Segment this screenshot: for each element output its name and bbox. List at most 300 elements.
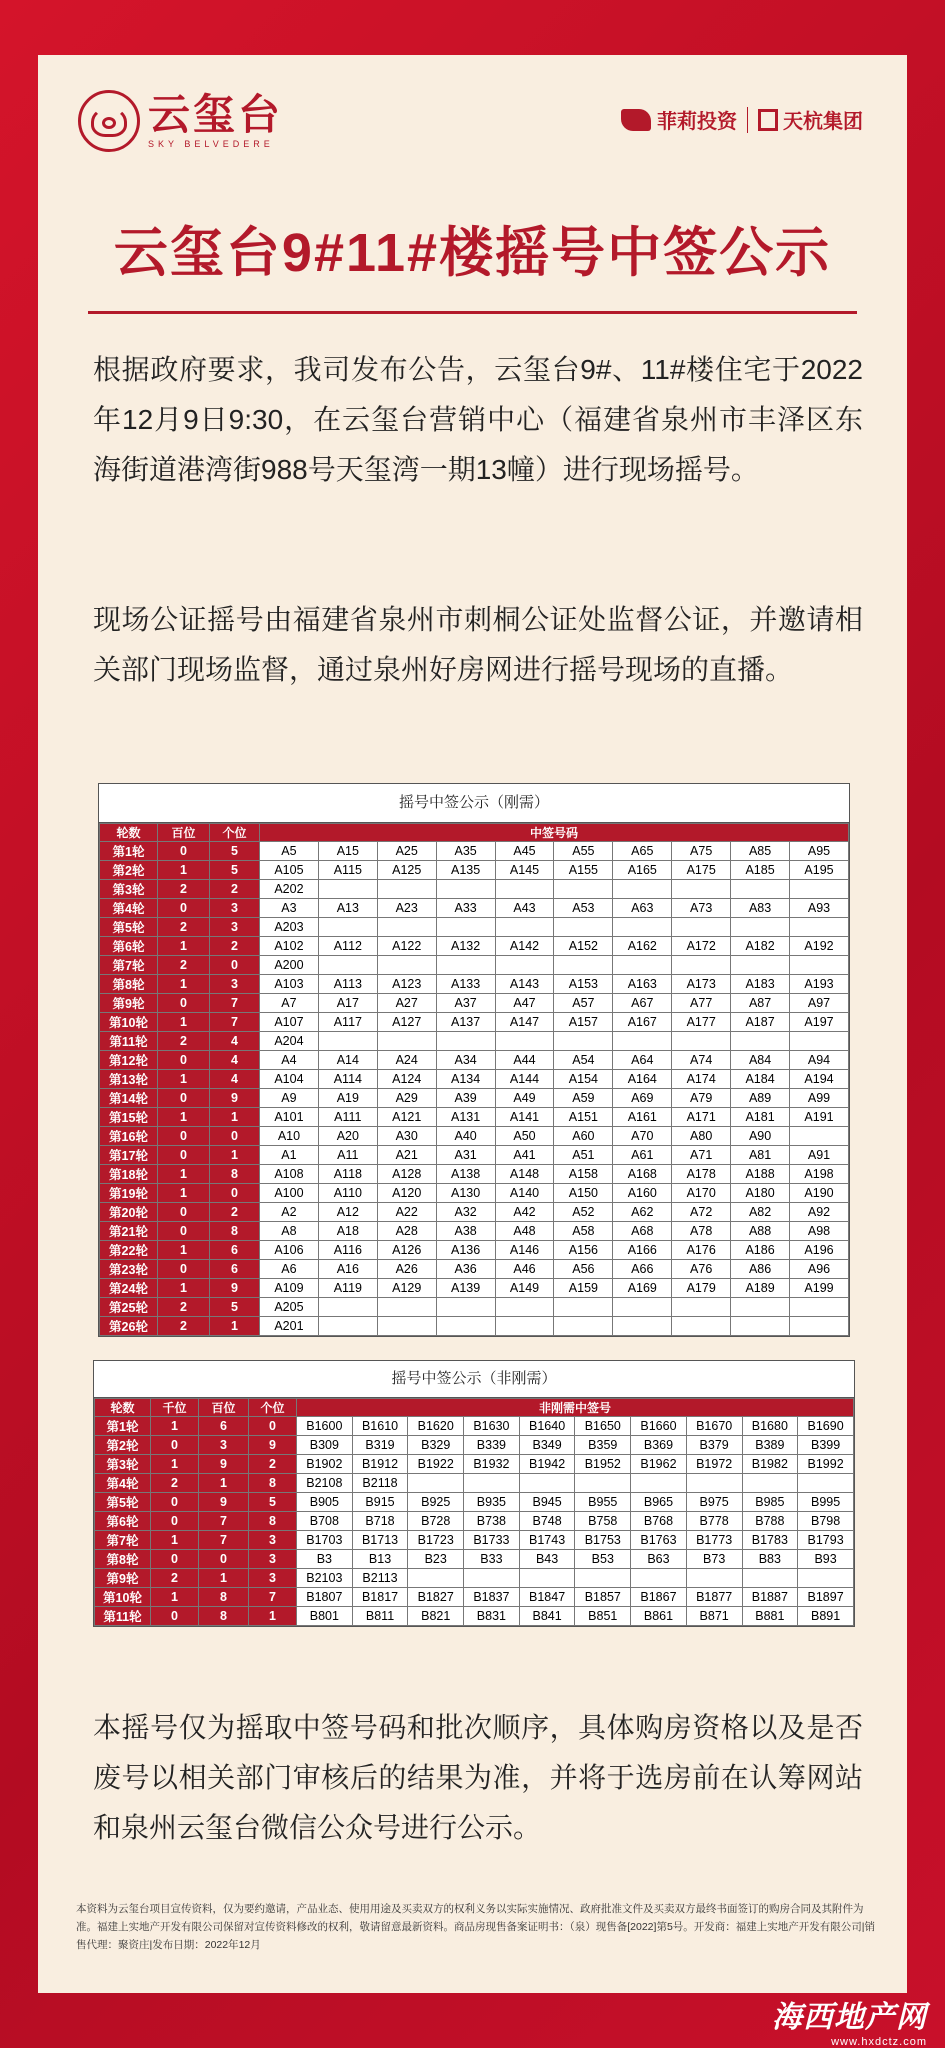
digit-cell: 0 bbox=[158, 1089, 210, 1108]
number-cell: B975 bbox=[686, 1493, 742, 1512]
number-cell: A62 bbox=[613, 1203, 672, 1222]
number-cell: A179 bbox=[672, 1279, 731, 1298]
digit-cell: 3 bbox=[210, 899, 260, 918]
number-cell: B1837 bbox=[464, 1588, 520, 1607]
number-cell: A81 bbox=[731, 1146, 790, 1165]
number-cell: A140 bbox=[495, 1184, 554, 1203]
number-cell bbox=[554, 880, 613, 899]
number-cell: A2 bbox=[260, 1203, 319, 1222]
number-cell: A133 bbox=[436, 975, 495, 994]
number-cell: A46 bbox=[495, 1260, 554, 1279]
number-cell bbox=[554, 918, 613, 937]
number-cell: A110 bbox=[318, 1184, 377, 1203]
number-cell: A78 bbox=[672, 1222, 731, 1241]
digit-cell: 8 bbox=[249, 1474, 297, 1493]
number-cell: B801 bbox=[297, 1607, 353, 1626]
number-cell: A70 bbox=[613, 1127, 672, 1146]
digit-cell: 1 bbox=[158, 1108, 210, 1127]
number-cell: B881 bbox=[742, 1607, 798, 1626]
number-cell bbox=[377, 880, 436, 899]
number-cell: A73 bbox=[672, 899, 731, 918]
round-cell: 第7轮 bbox=[100, 956, 158, 975]
number-cell bbox=[613, 1032, 672, 1051]
number-cell: A103 bbox=[260, 975, 319, 994]
number-cell: A195 bbox=[790, 861, 849, 880]
digit-cell: 5 bbox=[210, 1298, 260, 1317]
number-cell: B23 bbox=[408, 1550, 464, 1569]
digit-cell: 3 bbox=[210, 975, 260, 994]
digit-cell: 1 bbox=[210, 1317, 260, 1336]
digit-cell: 0 bbox=[151, 1512, 199, 1531]
number-cell: A191 bbox=[790, 1108, 849, 1127]
number-cell: B1962 bbox=[631, 1455, 687, 1474]
number-cell: A85 bbox=[731, 842, 790, 861]
round-cell: 第21轮 bbox=[100, 1222, 158, 1241]
number-cell: B1763 bbox=[631, 1531, 687, 1550]
number-cell: B339 bbox=[464, 1436, 520, 1455]
number-cell: A79 bbox=[672, 1089, 731, 1108]
number-cell: A182 bbox=[731, 937, 790, 956]
number-cell: A180 bbox=[731, 1184, 790, 1203]
table-caption: 摇号中签公示（非刚需） bbox=[94, 1361, 854, 1398]
table-row bbox=[100, 937, 849, 956]
number-cell bbox=[318, 1032, 377, 1051]
number-cell: B955 bbox=[575, 1493, 631, 1512]
number-cell: B708 bbox=[297, 1512, 353, 1531]
table-row bbox=[100, 1222, 849, 1241]
number-cell: A66 bbox=[613, 1260, 672, 1279]
number-cell bbox=[495, 880, 554, 899]
number-cell: A155 bbox=[554, 861, 613, 880]
number-cell: A131 bbox=[436, 1108, 495, 1127]
number-cell: A47 bbox=[495, 994, 554, 1013]
digit-cell: 2 bbox=[158, 880, 210, 899]
number-cell: A5 bbox=[260, 842, 319, 861]
number-cell: B1807 bbox=[297, 1588, 353, 1607]
number-cell: A59 bbox=[554, 1089, 613, 1108]
digit-cell: 9 bbox=[199, 1493, 249, 1512]
number-cell: A166 bbox=[613, 1241, 672, 1260]
number-cell: A63 bbox=[613, 899, 672, 918]
number-cell: B1680 bbox=[742, 1417, 798, 1436]
number-cell: A64 bbox=[613, 1051, 672, 1070]
number-cell: A167 bbox=[613, 1013, 672, 1032]
number-cell: A99 bbox=[790, 1089, 849, 1108]
number-cell: A196 bbox=[790, 1241, 849, 1260]
number-cell: A18 bbox=[318, 1222, 377, 1241]
digit-cell: 9 bbox=[249, 1436, 297, 1455]
number-cell bbox=[790, 956, 849, 975]
number-cell: A139 bbox=[436, 1279, 495, 1298]
number-cell: A174 bbox=[672, 1070, 731, 1089]
number-cell: A71 bbox=[672, 1146, 731, 1165]
digit-cell: 5 bbox=[210, 842, 260, 861]
number-cell bbox=[554, 1032, 613, 1051]
partner2-logo-icon bbox=[758, 109, 778, 131]
digit-cell: 0 bbox=[158, 1051, 210, 1070]
number-cell: A34 bbox=[436, 1051, 495, 1070]
number-cell: A68 bbox=[613, 1222, 672, 1241]
number-cell bbox=[631, 1569, 687, 1588]
col-header-winning-numbers: 中签号码 bbox=[260, 824, 849, 842]
number-cell: A187 bbox=[731, 1013, 790, 1032]
number-cell: B349 bbox=[519, 1436, 575, 1455]
table-row bbox=[95, 1588, 854, 1607]
number-cell: A58 bbox=[554, 1222, 613, 1241]
digit-cell: 1 bbox=[158, 1241, 210, 1260]
number-cell bbox=[672, 880, 731, 899]
number-cell: B33 bbox=[464, 1550, 520, 1569]
number-cell bbox=[672, 1032, 731, 1051]
number-cell: B1723 bbox=[408, 1531, 464, 1550]
number-cell: A39 bbox=[436, 1089, 495, 1108]
number-cell: B1743 bbox=[519, 1531, 575, 1550]
number-cell bbox=[408, 1569, 464, 1588]
number-cell: B13 bbox=[352, 1550, 408, 1569]
number-cell: B1897 bbox=[798, 1588, 854, 1607]
number-cell: A104 bbox=[260, 1070, 319, 1089]
number-cell: A124 bbox=[377, 1070, 436, 1089]
table-caption: 摇号中签公示（刚需） bbox=[99, 784, 849, 823]
digit-cell: 5 bbox=[210, 861, 260, 880]
digit-cell: 0 bbox=[210, 1184, 260, 1203]
number-cell: A1 bbox=[260, 1146, 319, 1165]
number-cell: B2118 bbox=[352, 1474, 408, 1493]
number-cell: A8 bbox=[260, 1222, 319, 1241]
digit-cell: 0 bbox=[158, 842, 210, 861]
round-cell: 第6轮 bbox=[100, 937, 158, 956]
digit-cell: 0 bbox=[210, 956, 260, 975]
number-cell: A200 bbox=[260, 956, 319, 975]
digit-cell: 1 bbox=[158, 1279, 210, 1298]
number-cell: A202 bbox=[260, 880, 319, 899]
digit-cell: 1 bbox=[158, 975, 210, 994]
number-cell: A189 bbox=[731, 1279, 790, 1298]
number-cell bbox=[554, 1298, 613, 1317]
number-cell: A26 bbox=[377, 1260, 436, 1279]
number-cell bbox=[408, 1474, 464, 1493]
round-cell: 第8轮 bbox=[95, 1550, 151, 1569]
number-cell: A168 bbox=[613, 1165, 672, 1184]
number-cell bbox=[318, 1298, 377, 1317]
digit-cell: 2 bbox=[158, 1317, 210, 1336]
number-cell: A114 bbox=[318, 1070, 377, 1089]
number-cell: A143 bbox=[495, 975, 554, 994]
table-row bbox=[100, 899, 849, 918]
table-row bbox=[100, 842, 849, 861]
watermark-url: www.hxdctz.com bbox=[831, 2036, 927, 2048]
number-cell: A116 bbox=[318, 1241, 377, 1260]
number-cell bbox=[377, 1317, 436, 1336]
number-cell: A36 bbox=[436, 1260, 495, 1279]
number-cell bbox=[798, 1474, 854, 1493]
digit-cell: 0 bbox=[158, 1146, 210, 1165]
number-cell: A107 bbox=[260, 1013, 319, 1032]
number-cell: B1992 bbox=[798, 1455, 854, 1474]
number-cell: B945 bbox=[519, 1493, 575, 1512]
number-cell: A55 bbox=[554, 842, 613, 861]
digit-cell: 4 bbox=[210, 1032, 260, 1051]
number-cell: B399 bbox=[798, 1436, 854, 1455]
number-cell: A49 bbox=[495, 1089, 554, 1108]
round-cell: 第23轮 bbox=[100, 1260, 158, 1279]
number-cell bbox=[436, 956, 495, 975]
number-cell: A4 bbox=[260, 1051, 319, 1070]
number-cell: A87 bbox=[731, 994, 790, 1013]
number-cell: A9 bbox=[260, 1089, 319, 1108]
digit-cell: 2 bbox=[210, 937, 260, 956]
number-cell: B758 bbox=[575, 1512, 631, 1531]
number-cell: B738 bbox=[464, 1512, 520, 1531]
number-cell: A118 bbox=[318, 1165, 377, 1184]
partner1-name: 菲莉投资 bbox=[657, 111, 737, 133]
digit-cell: 1 bbox=[151, 1455, 199, 1474]
round-cell: 第14轮 bbox=[100, 1089, 158, 1108]
number-cell: A20 bbox=[318, 1127, 377, 1146]
number-cell: B1877 bbox=[686, 1588, 742, 1607]
table-row bbox=[95, 1531, 854, 1550]
number-cell: A158 bbox=[554, 1165, 613, 1184]
digit-cell: 2 bbox=[158, 1298, 210, 1317]
number-cell: B821 bbox=[408, 1607, 464, 1626]
number-cell: A190 bbox=[790, 1184, 849, 1203]
col-header-hundreds: 百位 bbox=[158, 824, 210, 842]
digit-cell: 1 bbox=[210, 1108, 260, 1127]
number-cell: A108 bbox=[260, 1165, 319, 1184]
round-cell: 第25轮 bbox=[100, 1298, 158, 1317]
number-cell: B1640 bbox=[519, 1417, 575, 1436]
number-cell: A135 bbox=[436, 861, 495, 880]
number-cell bbox=[554, 956, 613, 975]
number-cell: A192 bbox=[790, 937, 849, 956]
number-cell: A22 bbox=[377, 1203, 436, 1222]
number-cell: A3 bbox=[260, 899, 319, 918]
number-cell: B788 bbox=[742, 1512, 798, 1531]
number-cell: A96 bbox=[790, 1260, 849, 1279]
number-cell bbox=[790, 1298, 849, 1317]
table-row bbox=[100, 918, 849, 937]
number-cell: A106 bbox=[260, 1241, 319, 1260]
number-cell: A120 bbox=[377, 1184, 436, 1203]
number-cell: B1630 bbox=[464, 1417, 520, 1436]
table-row bbox=[100, 1108, 849, 1127]
round-cell: 第6轮 bbox=[95, 1512, 151, 1531]
number-cell: A205 bbox=[260, 1298, 319, 1317]
round-cell: 第3轮 bbox=[100, 880, 158, 899]
number-cell: A15 bbox=[318, 842, 377, 861]
number-cell: B319 bbox=[352, 1436, 408, 1455]
number-cell: A198 bbox=[790, 1165, 849, 1184]
number-cell: A130 bbox=[436, 1184, 495, 1203]
number-cell bbox=[613, 956, 672, 975]
number-cell: A56 bbox=[554, 1260, 613, 1279]
number-cell: A90 bbox=[731, 1127, 790, 1146]
round-cell: 第9轮 bbox=[100, 994, 158, 1013]
number-cell: A170 bbox=[672, 1184, 731, 1203]
number-cell bbox=[790, 880, 849, 899]
number-cell bbox=[790, 1032, 849, 1051]
number-cell: A72 bbox=[672, 1203, 731, 1222]
col-header-round: 轮数 bbox=[100, 824, 158, 842]
round-cell: 第15轮 bbox=[100, 1108, 158, 1127]
digit-cell: 7 bbox=[210, 1013, 260, 1032]
digit-cell: 0 bbox=[158, 1203, 210, 1222]
number-cell: B43 bbox=[519, 1550, 575, 1569]
number-cell: A173 bbox=[672, 975, 731, 994]
number-cell: B2113 bbox=[352, 1569, 408, 1588]
number-cell: B915 bbox=[352, 1493, 408, 1512]
disclaimer-paragraph: 本摇号仅为摇取中签号码和批次顺序，具体购房资格以及是否废号以相关部门审核后的结果为准，并将于选房前在认筹网站和泉州云玺台微信公众号进行公示。 bbox=[93, 1712, 863, 1843]
number-cell: B1773 bbox=[686, 1531, 742, 1550]
number-cell: B1610 bbox=[352, 1417, 408, 1436]
number-cell: A25 bbox=[377, 842, 436, 861]
number-cell: A97 bbox=[790, 994, 849, 1013]
digit-cell: 8 bbox=[210, 1222, 260, 1241]
number-cell bbox=[318, 880, 377, 899]
round-cell: 第9轮 bbox=[95, 1569, 151, 1588]
col-header-round: 轮数 bbox=[95, 1399, 151, 1417]
number-cell: B2103 bbox=[297, 1569, 353, 1588]
digit-cell: 1 bbox=[158, 861, 210, 880]
table-row bbox=[100, 1184, 849, 1203]
number-cell: A42 bbox=[495, 1203, 554, 1222]
number-cell bbox=[436, 1317, 495, 1336]
number-cell: A76 bbox=[672, 1260, 731, 1279]
number-cell: A194 bbox=[790, 1070, 849, 1089]
col-header-winning-numbers: 非刚需中签号 bbox=[297, 1399, 854, 1417]
number-cell: A128 bbox=[377, 1165, 436, 1184]
number-cell: B309 bbox=[297, 1436, 353, 1455]
digit-cell: 0 bbox=[158, 1260, 210, 1279]
announcement-paragraph: 根据政府要求，我司发布公告，云玺台9#、11#楼住宅于2022年12月9日9:30，在云玺台营销中心（福建省泉州市丰泽区东海街道港湾街988号天玺湾一期13幢）进行现场摇号。 bbox=[93, 354, 863, 485]
number-cell: A199 bbox=[790, 1279, 849, 1298]
number-cell: A122 bbox=[377, 937, 436, 956]
number-cell: A138 bbox=[436, 1165, 495, 1184]
digit-cell: 2 bbox=[158, 918, 210, 937]
number-cell: A111 bbox=[318, 1108, 377, 1127]
digit-cell: 0 bbox=[151, 1607, 199, 1626]
number-cell: A181 bbox=[731, 1108, 790, 1127]
number-cell: B1942 bbox=[519, 1455, 575, 1474]
number-cell: B1753 bbox=[575, 1531, 631, 1550]
number-cell: A101 bbox=[260, 1108, 319, 1127]
number-cell bbox=[686, 1569, 742, 1588]
table-row bbox=[100, 1279, 849, 1298]
round-cell: 第3轮 bbox=[95, 1455, 151, 1474]
lottery-table-nonrigid bbox=[93, 1360, 855, 1627]
number-cell: B1932 bbox=[464, 1455, 520, 1474]
digit-cell: 7 bbox=[210, 994, 260, 1013]
number-cell: A31 bbox=[436, 1146, 495, 1165]
number-cell bbox=[495, 1032, 554, 1051]
notice-card bbox=[38, 55, 907, 1993]
number-cell: A113 bbox=[318, 975, 377, 994]
number-cell bbox=[464, 1474, 520, 1493]
digit-cell: 1 bbox=[151, 1417, 199, 1436]
number-cell: A13 bbox=[318, 899, 377, 918]
number-cell: A144 bbox=[495, 1070, 554, 1089]
digit-cell: 0 bbox=[158, 1222, 210, 1241]
number-cell bbox=[464, 1569, 520, 1588]
round-cell: 第18轮 bbox=[100, 1165, 158, 1184]
digit-cell: 1 bbox=[249, 1607, 297, 1626]
number-cell bbox=[731, 1032, 790, 1051]
number-cell: B891 bbox=[798, 1607, 854, 1626]
digit-cell: 0 bbox=[210, 1127, 260, 1146]
number-cell: A125 bbox=[377, 861, 436, 880]
round-cell: 第1轮 bbox=[100, 842, 158, 861]
title-divider bbox=[88, 311, 857, 314]
number-cell bbox=[672, 1298, 731, 1317]
number-cell: A77 bbox=[672, 994, 731, 1013]
number-cell: B925 bbox=[408, 1493, 464, 1512]
number-cell: B811 bbox=[352, 1607, 408, 1626]
number-cell: B1912 bbox=[352, 1455, 408, 1474]
table-row bbox=[100, 1127, 849, 1146]
number-cell: B2108 bbox=[297, 1474, 353, 1493]
number-cell: A172 bbox=[672, 937, 731, 956]
table-row bbox=[100, 1203, 849, 1222]
round-cell: 第11轮 bbox=[100, 1032, 158, 1051]
digit-cell: 9 bbox=[210, 1279, 260, 1298]
number-cell: A126 bbox=[377, 1241, 436, 1260]
notary-paragraph: 现场公证摇号由福建省泉州市刺桐公证处监督公证，并邀请相关部门现场监督，通过泉州好房网进行摇号现场的直播。 bbox=[93, 604, 863, 685]
round-cell: 第5轮 bbox=[100, 918, 158, 937]
digit-cell: 0 bbox=[158, 1127, 210, 1146]
number-cell: B1690 bbox=[798, 1417, 854, 1436]
round-cell: 第5轮 bbox=[95, 1493, 151, 1512]
number-cell: B831 bbox=[464, 1607, 520, 1626]
number-cell: B871 bbox=[686, 1607, 742, 1626]
number-cell bbox=[790, 918, 849, 937]
number-cell bbox=[672, 956, 731, 975]
number-cell bbox=[495, 1317, 554, 1336]
number-cell bbox=[377, 1032, 436, 1051]
number-cell bbox=[731, 918, 790, 937]
number-cell: A136 bbox=[436, 1241, 495, 1260]
number-cell: B3 bbox=[297, 1550, 353, 1569]
number-cell: B905 bbox=[297, 1493, 353, 1512]
number-cell: B1817 bbox=[352, 1588, 408, 1607]
round-cell: 第24轮 bbox=[100, 1279, 158, 1298]
brand-logo bbox=[78, 90, 283, 152]
number-cell bbox=[672, 1317, 731, 1336]
number-cell bbox=[495, 918, 554, 937]
number-cell: A163 bbox=[613, 975, 672, 994]
round-cell: 第20轮 bbox=[100, 1203, 158, 1222]
number-cell: B359 bbox=[575, 1436, 631, 1455]
table-row bbox=[95, 1436, 854, 1455]
number-cell bbox=[377, 918, 436, 937]
number-cell: A105 bbox=[260, 861, 319, 880]
number-cell bbox=[519, 1474, 575, 1493]
round-cell: 第13轮 bbox=[100, 1070, 158, 1089]
number-cell: A197 bbox=[790, 1013, 849, 1032]
number-cell bbox=[377, 1298, 436, 1317]
number-cell: A203 bbox=[260, 918, 319, 937]
partner2-name: 天杭集团 bbox=[783, 111, 863, 133]
digit-cell: 7 bbox=[199, 1531, 249, 1550]
number-cell: A82 bbox=[731, 1203, 790, 1222]
number-cell: B1670 bbox=[686, 1417, 742, 1436]
table-row bbox=[100, 1298, 849, 1317]
number-cell: A88 bbox=[731, 1222, 790, 1241]
partner1-logo-icon bbox=[621, 109, 651, 131]
digit-cell: 3 bbox=[249, 1550, 297, 1569]
digit-cell: 2 bbox=[151, 1569, 199, 1588]
number-cell: B1902 bbox=[297, 1455, 353, 1474]
table-row bbox=[95, 1417, 854, 1436]
